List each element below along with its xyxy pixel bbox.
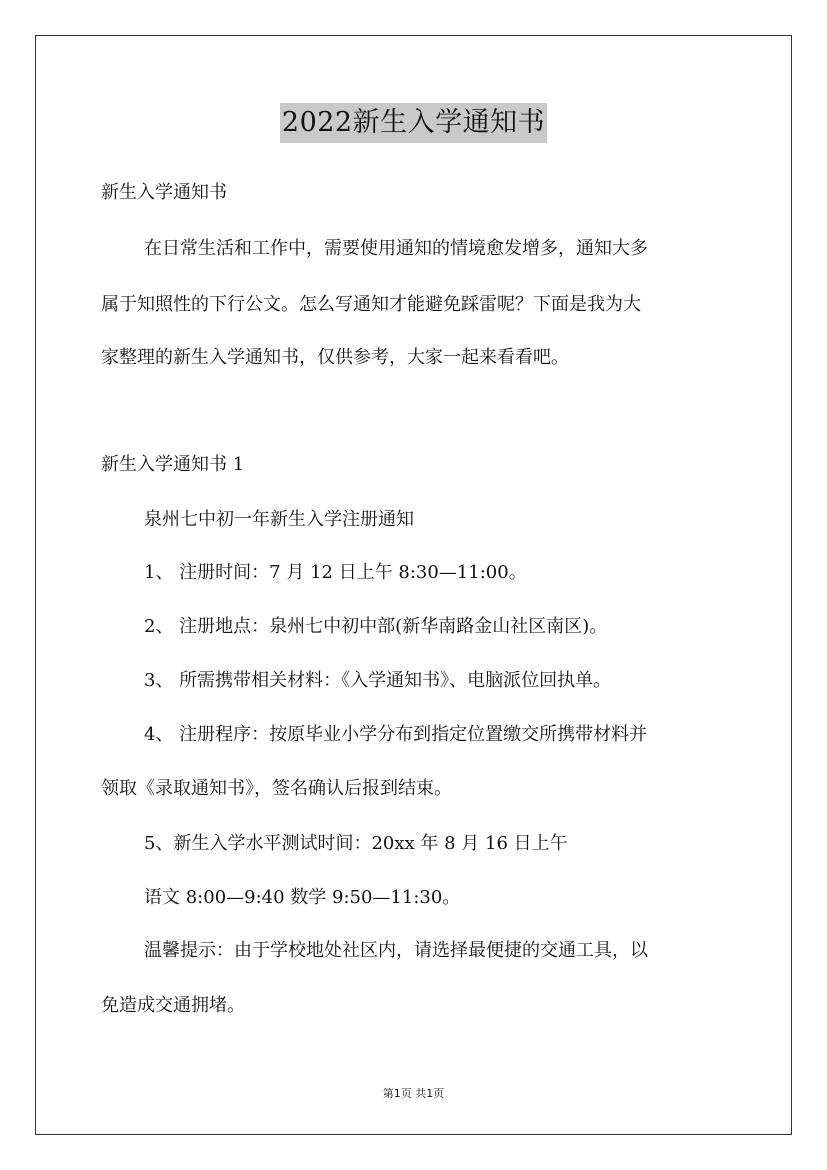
tip-line-continued: 免造成交通拥堵。 — [101, 995, 245, 1016]
document-title: 2022新生入学通知书 — [280, 103, 547, 143]
page-footer: 第1页 共1页 — [382, 1087, 445, 1100]
list-item: 2、 注册地点：泉州七中初中部(新华南路金山社区南区)。 — [144, 616, 608, 637]
tip-line: 温馨提示：由于学校地处社区内，请选择最便捷的交通工具，以 — [144, 940, 648, 961]
subtitle-line: 新生入学通知书 — [101, 182, 227, 203]
title-container — [0, 103, 827, 143]
schedule-line: 语文 8:00—9:40 数学 9:50—11:30。 — [144, 887, 461, 908]
list-item-continued: 领取《录取通知书》，签名确认后报到结束。 — [101, 778, 452, 799]
section-heading: 新生入学通知书 1 — [101, 454, 245, 475]
list-item: 1、 注册时间：7 月 12 日上午 8:30—11:00。 — [144, 562, 527, 583]
paragraph-line: 属于知照性的下行公文。怎么写通知才能避免踩雷呢？下面是我为大 — [101, 294, 641, 315]
paragraph-line: 家整理的新生入学通知书，仅供参考，大家一起来看看吧。 — [101, 347, 569, 368]
list-item: 4、 注册程序：按原毕业小学分布到指定位置缴交所携带材料并 — [144, 724, 648, 745]
notice-heading: 泉州七中初一年新生入学注册通知 — [144, 509, 414, 530]
paragraph-line: 在日常生活和工作中，需要使用通知的情境愈发增多，通知大多 — [144, 238, 648, 259]
list-item: 5、新生入学水平测试时间：20xx 年 8 月 16 日上午 — [144, 833, 568, 854]
list-item: 3、 所需携带相关材料：《入学通知书》、电脑派位回执单。 — [144, 670, 612, 691]
